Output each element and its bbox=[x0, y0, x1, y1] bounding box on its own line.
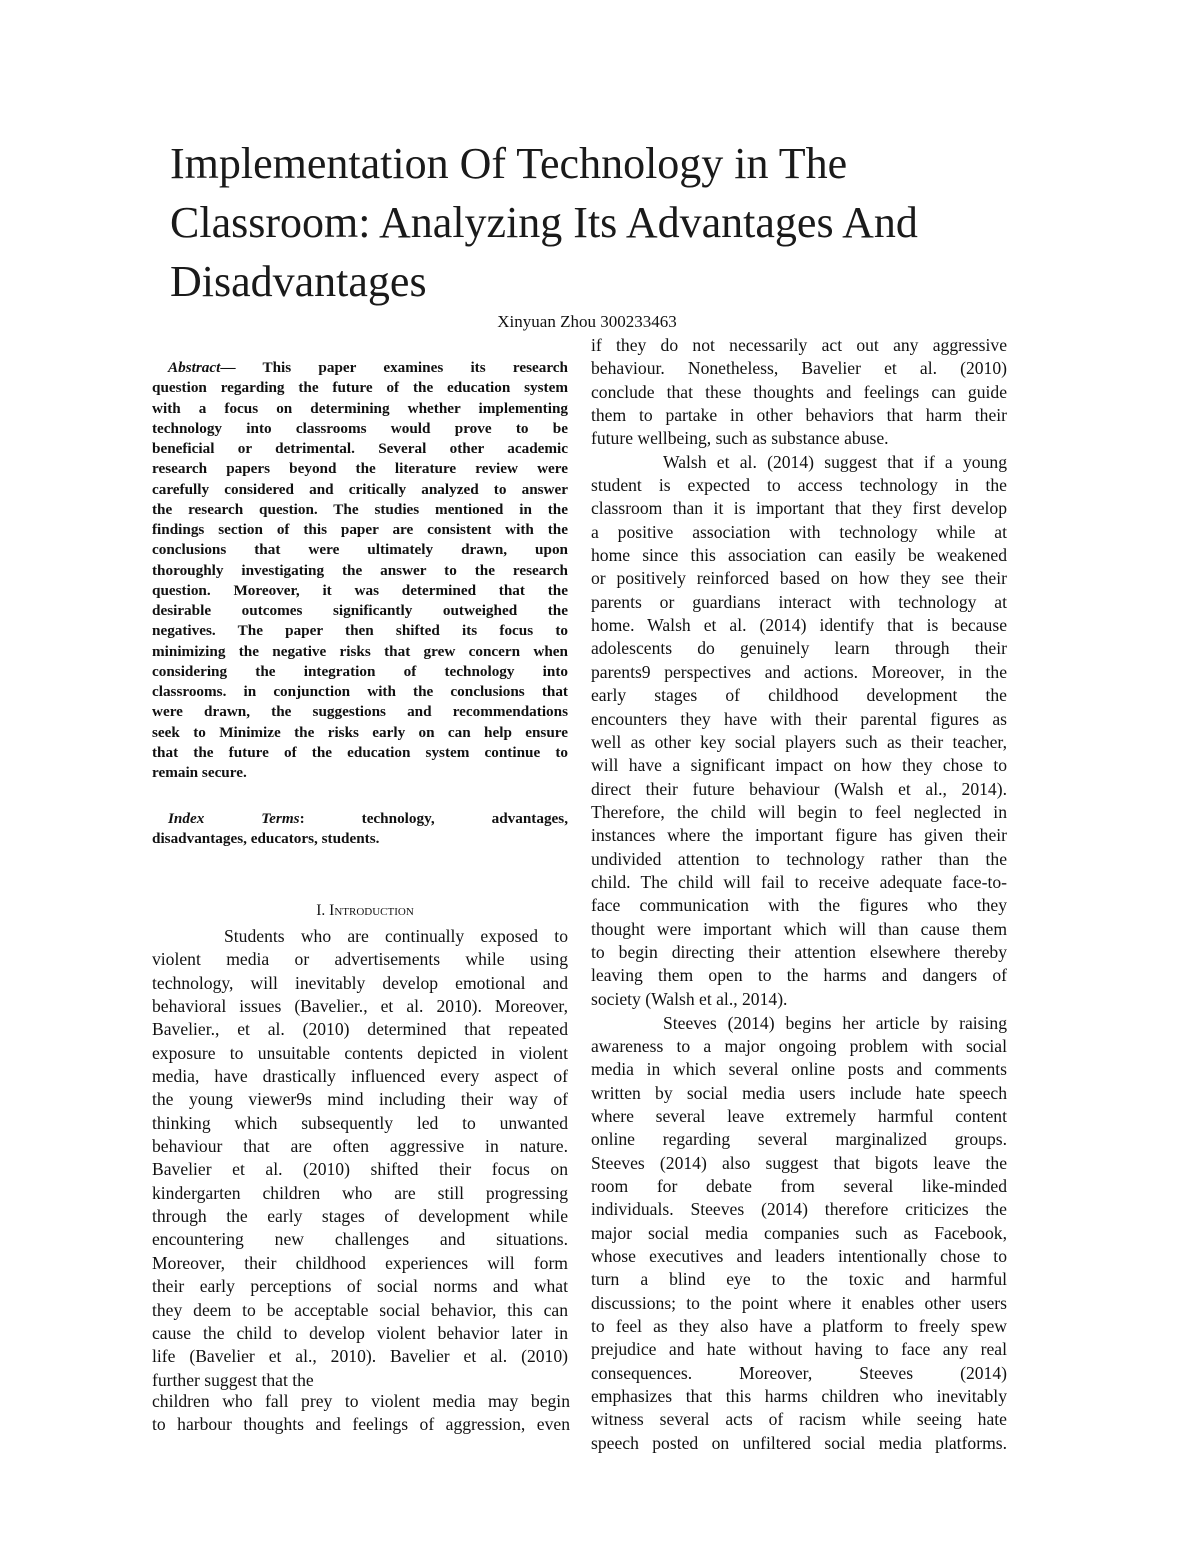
abstract-line: carefully considered and critically analyzed to answer bbox=[152, 480, 568, 498]
text-line: written by social media users include hate speech bbox=[591, 1082, 1007, 1103]
text-line: a positive association with technology while at bbox=[591, 521, 1007, 542]
title-line: Disadvantages bbox=[170, 257, 427, 306]
text-line: violent media or advertisements while using bbox=[152, 949, 568, 970]
text-line: where several leave extremely harmful content bbox=[591, 1105, 1007, 1126]
text-line: Students who are continually exposed to bbox=[224, 926, 568, 946]
abstract-line: question. Moreover, it was determined that the bbox=[152, 581, 568, 599]
text-line: behavioral issues (Bavelier., et al. 2010). Moreover, bbox=[152, 996, 568, 1017]
text-line: face communication with the figures who they bbox=[591, 895, 1007, 916]
text-line: home. Walsh et al. (2014) identify that is because bbox=[591, 615, 1007, 636]
paper-title bbox=[170, 134, 1050, 311]
text-line: behaviour. Nonetheless, Bavelier et al. (2010) bbox=[591, 358, 1007, 379]
text-line: Bavelier et al. (2010) shifted their focus on bbox=[152, 1159, 568, 1180]
paragraph bbox=[152, 925, 568, 1392]
text-line: major social media companies such as Facebook, bbox=[591, 1222, 1007, 1243]
text-line: well as other key social players such as their teacher, bbox=[591, 731, 1007, 752]
text-line: Walsh et al. (2014) suggest that if a young bbox=[663, 451, 1007, 472]
text-line: Moreover, their childhood experiences will form bbox=[152, 1252, 568, 1273]
text-line: parents or guardians interact with technology at bbox=[591, 591, 1007, 612]
text-line: child. The child will fail to receive adequate face-to- bbox=[591, 871, 1007, 892]
text-line: if they do not necessarily act out any aggressive bbox=[591, 335, 1007, 355]
text-line: kindergarten children who are still progressing bbox=[152, 1182, 568, 1203]
index-terms-line bbox=[152, 809, 568, 829]
author-line: Xinyuan Zhou 300233463 bbox=[497, 312, 677, 331]
text-line: thought were important which will than cause them bbox=[591, 918, 1007, 939]
text-line: room for debate from several like-minded bbox=[591, 1175, 1007, 1196]
section-heading-introduction bbox=[152, 900, 578, 922]
text-line: consequences. Moreover, Steeves (2014) bbox=[591, 1362, 1007, 1383]
abstract-line: conclusions that were ultimately drawn, upon bbox=[152, 541, 568, 559]
text-line: leaving them open to the harms and dangers of bbox=[591, 965, 1007, 986]
text-line: undivided attention to technology rather than the bbox=[591, 848, 1007, 869]
text-line: media, have drastically influenced every aspect of bbox=[152, 1066, 568, 1087]
index-terms-label: Index Terms bbox=[168, 810, 300, 827]
text-line: or positively reinforced based on how they see their bbox=[591, 568, 1007, 589]
text-line: discussions; to the point where it enables other users bbox=[591, 1292, 1007, 1313]
paragraph bbox=[591, 451, 1007, 1011]
text-line: direct their future behaviour (Walsh et al., 2014). bbox=[591, 778, 1007, 799]
abstract-line: were drawn, the suggestions and recommendations bbox=[152, 703, 568, 721]
abstract-line: remain secure. bbox=[152, 764, 247, 781]
abstract-line: thoroughly investigating the answer to the research bbox=[152, 561, 568, 579]
abstract-line: findings section of this paper are consistent with the bbox=[152, 521, 568, 538]
abstract-dash: — bbox=[220, 359, 236, 376]
abstract-line: minimizing the negative risks that grew concern when bbox=[152, 642, 568, 660]
abstract-line: considering the integration of technology into bbox=[152, 662, 568, 680]
text-line: cause the child to develop violent behavior later in bbox=[152, 1322, 568, 1343]
abstract-label: Abstract bbox=[168, 359, 221, 376]
text-line: online regarding several marginalized groups. bbox=[591, 1129, 1007, 1150]
text-line: children who fall prey to violent media may begin bbox=[152, 1391, 570, 1411]
text-line: technology, will inevitably develop emotional and bbox=[152, 972, 568, 993]
section-number: I. bbox=[316, 902, 330, 919]
text-line: will have a significant impact on how they chose to bbox=[591, 755, 1007, 776]
paragraph bbox=[591, 334, 1007, 451]
abstract-line: technology into classrooms would prove to be bbox=[152, 419, 568, 437]
text-line: their early perceptions of social norms and what bbox=[152, 1276, 568, 1297]
text-line: awareness to a major ongoing problem with social bbox=[591, 1035, 1007, 1056]
text-line: Steeves (2014) also suggest that bigots leave the bbox=[591, 1152, 1007, 1173]
abstract-line: beneficial or detrimental. Several other academic bbox=[152, 440, 568, 457]
title-line: Classroom: Analyzing Its Advantages And bbox=[170, 198, 918, 247]
right-column bbox=[591, 334, 1007, 1455]
text-line: Bavelier., et al. (2010) determined that repeated bbox=[152, 1019, 568, 1040]
text-line: emphasizes that this harms children who inevitably bbox=[591, 1386, 1007, 1407]
section-title: Introduction bbox=[329, 902, 414, 919]
intro-continuation bbox=[152, 1390, 570, 1437]
abstract-line: desirable outcomes significantly outweighed the bbox=[152, 602, 568, 619]
text-line: parents9 perspectives and actions. Moreover, in the bbox=[591, 661, 1007, 682]
text-line: Steeves (2014) begins her article by raising bbox=[663, 1012, 1007, 1033]
index-terms-text: : technology, advantages, bbox=[299, 810, 568, 827]
text-line: whose executives and leaders intentionally chose to bbox=[591, 1246, 1007, 1266]
text-line: witness several acts of racism while seeing hate bbox=[591, 1409, 1007, 1430]
text-line: home since this association can easily be weakened bbox=[591, 545, 1007, 566]
abstract-first-line bbox=[152, 358, 568, 378]
intro-column-left bbox=[152, 925, 568, 1392]
abstract-line: that the future of the education system continue to bbox=[152, 743, 568, 761]
text-line: student is expected to access technology in the bbox=[591, 475, 1007, 496]
text-line: life (Bavelier et al., 2010). Bavelier et al. (2010) bbox=[152, 1346, 568, 1367]
text-line: turn a blind eye to the toxic and harmful bbox=[591, 1269, 1007, 1290]
text-line: behaviour that are often aggressive in nature. bbox=[152, 1136, 568, 1157]
text-line: them to partake in other behaviors that harm their bbox=[591, 405, 1007, 426]
abstract bbox=[152, 358, 568, 783]
index-terms bbox=[152, 809, 568, 850]
text-line: to feel as they also have a platform to freely spew bbox=[591, 1316, 1007, 1337]
title-line: Implementation Of Technology in The bbox=[170, 139, 848, 188]
text-line: thinking which subsequently led to unwanted bbox=[152, 1112, 568, 1133]
abstract-line: research papers beyond the literature review were bbox=[152, 460, 568, 478]
text-line: to begin directing their attention elsewhere thereby bbox=[591, 941, 1007, 962]
text-line: encounters they have with their parental figures as bbox=[591, 708, 1007, 729]
text-line: further suggest that the bbox=[152, 1369, 314, 1390]
text-line: society (Walsh et al., 2014). bbox=[591, 988, 788, 1009]
text-line: early stages of childhood development the bbox=[591, 685, 1007, 706]
text-line: prejudice and hate without having to face any real bbox=[591, 1339, 1007, 1360]
abstract-line: the research question. The studies mentioned in the bbox=[152, 500, 568, 518]
text-line: through the early stages of development while bbox=[152, 1206, 568, 1227]
text-line: encountering new challenges and situations. bbox=[152, 1229, 568, 1250]
paragraph bbox=[591, 1012, 1007, 1456]
text-line: they deem to be acceptable social behavior, this can bbox=[152, 1299, 568, 1320]
text-line: future wellbeing, such as substance abuse. bbox=[591, 428, 889, 449]
text-line: adolescents do genuinely learn through their bbox=[591, 638, 1007, 659]
abstract-body bbox=[152, 378, 568, 783]
text-line: individuals. Steeves (2014) therefore criticizes the bbox=[591, 1199, 1007, 1220]
abstract-line: classrooms. in conjunction with the conclusions that bbox=[152, 683, 568, 700]
abstract-line: negatives. The paper then shifted its focus to bbox=[152, 622, 568, 640]
text-line: conclude that these thoughts and feelings can guide bbox=[591, 381, 1007, 402]
abstract-text: This paper examines its research bbox=[235, 359, 568, 376]
text-line: instances where the important figure has given their bbox=[591, 825, 1007, 846]
text-line: exposure to unsuitable contents depicted in violent bbox=[152, 1042, 568, 1063]
paragraph bbox=[152, 1390, 570, 1437]
text-line: speech posted on unfiltered social media platforms. bbox=[591, 1432, 1007, 1453]
abstract-line: question regarding the future of the education system bbox=[152, 379, 568, 397]
text-line: classroom than it is important that they first develop bbox=[591, 498, 1007, 519]
abstract-line: seek to Minimize the risks early on can help ensure bbox=[152, 723, 568, 741]
text-line: media in which several online posts and comments bbox=[591, 1059, 1007, 1080]
text-line: Therefore, the child will begin to feel neglected in bbox=[591, 801, 1007, 822]
text-line: to harbour thoughts and feelings of aggression, even bbox=[152, 1414, 570, 1435]
index-terms-line: disadvantages, educators, students. bbox=[152, 830, 380, 848]
text-line: the young viewer9s mind including their way of bbox=[152, 1089, 568, 1110]
abstract-line: with a focus on determining whether implementing bbox=[152, 399, 568, 417]
